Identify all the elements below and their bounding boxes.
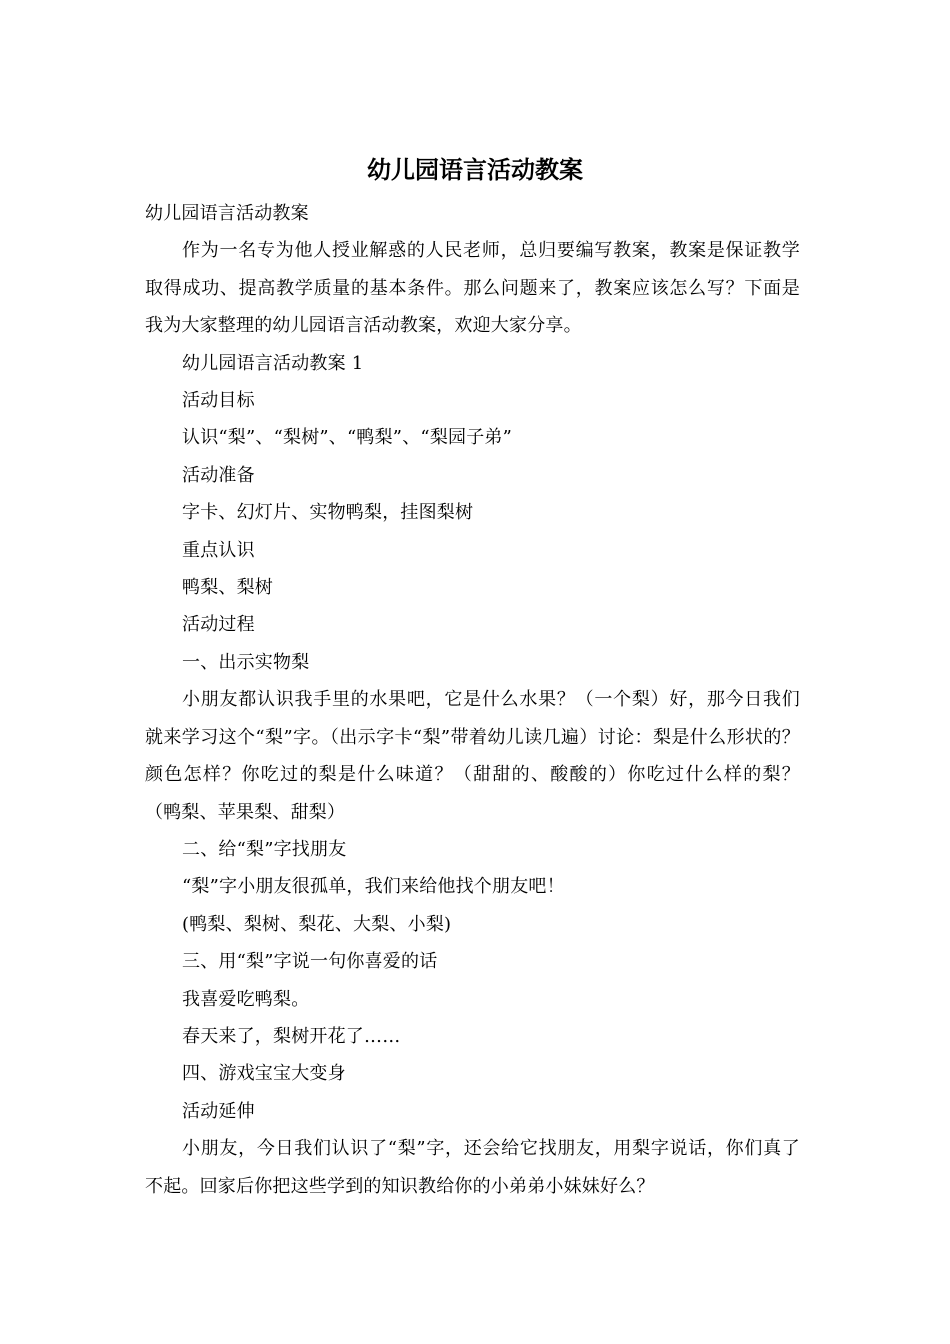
paragraph-preparation: 字卡、幻灯片、实物鸭梨，挂图梨树 <box>182 502 474 524</box>
paragraph-focus: 鸭梨、梨树 <box>182 577 273 599</box>
paragraph-step-2-list: (鸭梨、梨树、梨花、大梨、小梨) <box>182 913 452 935</box>
paragraph-step-1: 一、出示实物梨 <box>182 651 310 673</box>
paragraph-step-1-body: 小朋友都认识我手里的水果吧，它是什么水果？（一个梨）好，那今日我们就来学习这个“梨”字。（出示字卡“梨”带着幼儿读几遍）讨论：梨是什么形状的？颜色怎样？你吃过的梨是什么味道？（甜甜的、酸酸的）你吃过什么样的梨？（鸭梨、苹果梨、甜梨） <box>145 689 800 823</box>
paragraph-step-3: 三、用“梨”字说一句你喜爱的话 <box>182 951 438 973</box>
document-body <box>145 195 800 1205</box>
document-title: 幼儿园语言活动教案 <box>367 156 583 184</box>
paragraph-subtitle: 幼儿园语言活动教案 <box>145 203 309 224</box>
paragraph-heading-focus: 重点认识 <box>182 539 255 561</box>
paragraph-heading-goal: 活动目标 <box>182 390 255 412</box>
paragraph-heading-preparation: 活动准备 <box>182 464 255 486</box>
paragraph-goal: 认识“梨”、“梨树”、“鸭梨”、“梨园子弟” <box>182 427 513 449</box>
paragraph-step-3-example-1: 我喜爱吃鸭梨。 <box>182 988 310 1010</box>
paragraph-step-3-example-2: 春天来了，梨树开花了…… <box>182 1025 401 1047</box>
paragraph-section-heading: 幼儿园语言活动教案 1 <box>182 352 364 374</box>
paragraph-heading-extension: 活动延伸 <box>182 1100 255 1122</box>
paragraph-step-4: 四、游戏宝宝大变身 <box>182 1063 346 1085</box>
paragraph-heading-process: 活动过程 <box>182 614 255 636</box>
paragraph-intro: 作为一名专为他人授业解惑的人民老师，总归要编写教案，教案是保证教学取得成功、提高教学质量的基本条件。那么问题来了，教案应该怎么写？下面是我为大家整理的幼儿园语言活动教案，欢迎大家分享。 <box>145 240 800 337</box>
paragraph-step-2: 二、给“梨”字找朋友 <box>182 838 347 860</box>
paragraph-extension-body: 小朋友，今日我们认识了“梨”字，还会给它找朋友，用梨字说话，你们真了不起。回家后你把这些学到的知识教给你的小弟弟小妹妹好么？ <box>145 1138 800 1197</box>
paragraph-step-2-body: “梨”字小朋友很孤单，我们来给他找个朋友吧！ <box>182 876 565 898</box>
